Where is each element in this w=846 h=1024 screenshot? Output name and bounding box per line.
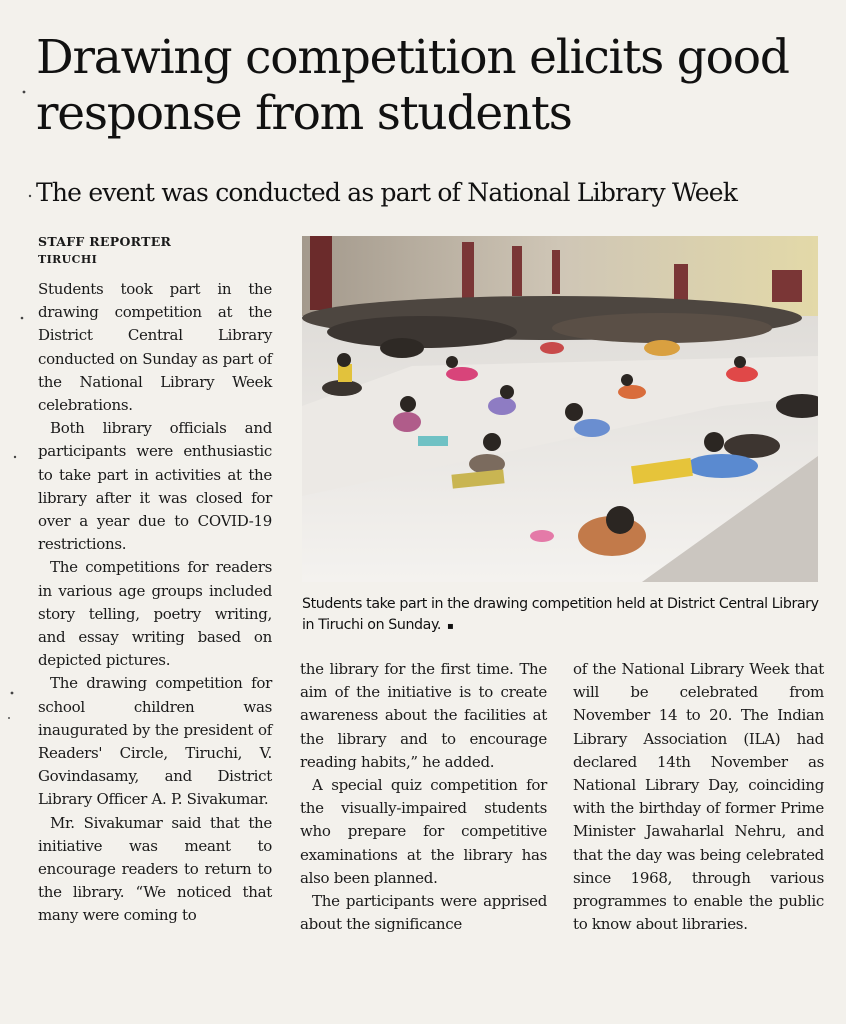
article-paragraph: A special quiz competition for the visually-impaired students who prepare for competitive examinations at the library has also been planned. — [300, 776, 547, 887]
article-paragraph: The participants were apprised about the significance — [300, 892, 547, 934]
article-paragraph: The drawing competition for school children was inaugurated by the president of Readers' Circle, Tiruchi, V. Govindasamy, and District Library Officer A. P. Sivakumar. — [38, 674, 272, 809]
article-paragraph: Mr. Sivakumar said that the initiative was meant to encourage readers to return to the library. “We noticed that many were coming to — [38, 813, 272, 925]
subheadline: The event was conducted as part of National Library Week — [36, 178, 738, 207]
article-column-3 — [573, 658, 824, 936]
article-photo — [302, 236, 818, 582]
article-column-2 — [300, 658, 547, 936]
caption-end-mark: ▪ — [447, 621, 454, 632]
article-paragraph: Students took part in the drawing competition at the District Central Library conducted on Sunday as part of the National Library Week celebrations. — [38, 280, 272, 415]
article-paragraph: the library for the first time. The aim of the initiative is to create awareness about the facilities at the library and to encourage reading habits,” he added. — [300, 660, 547, 771]
headline: Drawing competition elicits good response from students — [36, 30, 789, 141]
article-paragraph: Both library officials and participants were enthusiastic to take part in activities at the library after it was closed for over a year due to COVID-19 restrictions. — [38, 419, 272, 554]
photo-caption — [302, 594, 824, 637]
article-paragraph: of the National Library Week that will be celebrated from November 14 to 20. The Indian Library Association (ILA) had declared 14th November as National Library Day, coinciding with the birthday of former Prime Minister Jawaharlal Nehru, and that the day was being celebrated since 1968, through various programmes to enable the public to know about libraries. — [573, 660, 824, 934]
byline: STAFF REPORTER — [38, 234, 172, 249]
students-drawing-photo — [302, 236, 818, 582]
caption-text: Students take part in the drawing competition held at District Central Library in Tiruchi on Sunday. — [302, 596, 819, 633]
dateline: TIRUCHI — [38, 253, 98, 266]
article-paragraph: The competitions for readers in various age groups included story telling, poetry writing, and essay writing based on depicted pictures. — [38, 558, 272, 670]
article-column-1 — [38, 278, 272, 928]
